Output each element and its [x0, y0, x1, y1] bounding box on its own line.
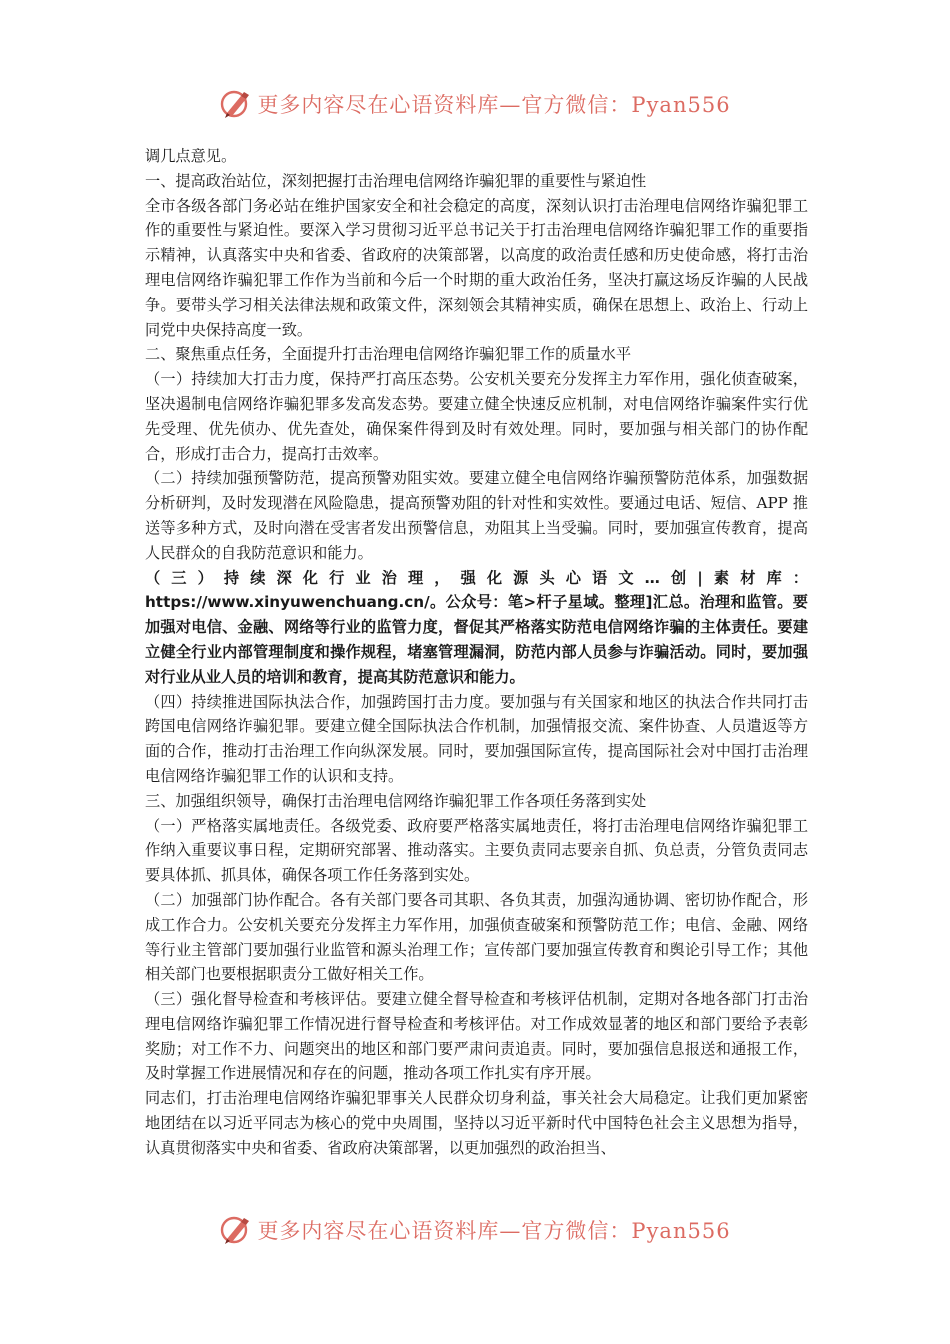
- paragraph: 全市各级各部门务必站在维护国家安全和社会稳定的高度，深刻认识打击治理电信网络诈骗犯罪工作的重要性与紧迫性。要深入学习贯彻习近平总书记关于打击治理电信网络诈骗犯罪工作的重要指示精神，认真落实中央和省委、省政府的决策部署，以高度的政治责任感和历史使命感，将打击治理电信网络诈骗犯罪工作作为当前和今后一个时期的重大政治任务，坚决打赢这场反诈骗的人民战争。要带头学习相关法律法规和政策文件，深刻领会其精神实质，确保在思想上、政治上、行动上同党中央保持高度一致。: [145, 196, 808, 339]
- watermark-text: 更多内容尽在心语资料库—官方微信：Pyan556: [257, 93, 731, 117]
- section-heading: 三、加强组织领导，确保打击治理电信网络诈骗犯罪工作各项任务落到实处: [145, 791, 647, 810]
- paragraph: 调几点意见。: [145, 147, 237, 165]
- top-watermark-banner: [0, 84, 950, 124]
- paragraph: （二）持续加强预警防范，提高预警劝阻实效。要建立健全电信网络诈骗预警防范体系，加强数据分析研判，及时发现潜在风险隐患，提高预警劝阻的针对性和实效性。要通过电话、短信、APP 推送等多种方式，及时向潜在受害者发出预警信息，劝阻其上当受骗。同时，要加强宣传教育，提高人民群众的自我防范意识和能力。: [145, 469, 808, 562]
- watermark-text: 更多内容尽在心语资料库—官方微信：Pyan556: [257, 1219, 731, 1243]
- paragraph: 同志们，打击治理电信网络诈骗犯罪事关人民群众切身利益，事关社会大局稳定。让我们更加紧密地团结在以习近平同志为核心的党中央周围，坚持以习近平新时代中国特色社会主义思想为指导，认真贯彻落实中央和省委、省政府决策部署，以更加强烈的政治担当、: [145, 1089, 808, 1157]
- pen-logo-icon: [219, 87, 253, 121]
- bottom-watermark-banner: [0, 1210, 950, 1250]
- paragraph: （三）强化督导检查和考核评估。要建立健全督导检查和考核评估机制，定期对各地各部门打击治理电信网络诈骗犯罪工作情况进行督导检查和考核评估。对工作成效显著的地区和部门要给予表彰奖励；对工作不力、问题突出的地区和部门要严肃问责追责。同时，要加强信息报送和通报工作，及时掌握工作进展情况和存在的问题，推动各项工作扎实有序开展。: [145, 990, 808, 1083]
- paragraph: （一）持续加大打击力度，保持严打高压态势。公安机关要充分发挥主力军作用，强化侦查破案，坚决遏制电信网络诈骗犯罪多发高发态势。要建立健全快速反应机制，对电信网络诈骗案件实行优先受理、优先侦办、优先查处，确保案件得到及时有效处理。同时，要加强与相关部门的协作配合，形成打击合力，提高打击效率。: [145, 370, 808, 463]
- document-body: [145, 144, 808, 1161]
- section-heading: 一、提高政治站位，深刻把握打击治理电信网络诈骗犯罪的重要性与紧迫性: [145, 171, 647, 190]
- paragraph: （一）严格落实属地责任。各级党委、政府要严格落实属地责任，将打击治理电信网络诈骗犯罪工作纳入重要议事日程，定期研究部署、推动落实。主要负责同志要亲自抓、负总责，分管负责同志要具体抓、抓具体，确保各项工作任务落到实处。: [145, 816, 808, 885]
- section-heading: 二、聚焦重点任务，全面提升打击治理电信网络诈骗犯罪工作的质量水平: [145, 345, 631, 364]
- pen-logo-icon: [219, 1213, 253, 1247]
- paragraph-with-ad: （三）持续深化行业治理，强化源头心语文…创|素材库：https://www.xinyuwenchuang.cn/。公众号：笔>杆子星域。整理]汇总。治理和监管。要加强对电信、金融、网络等行业的监管力度，督促其严格落实防范电信网络诈骗的主体责任。要建立健全行业内部管理制度和操作规程，堵塞管理漏洞，防范内部人员参与诈骗活动。同时，要加强对行业从业人员的培训和教育，提高其防范意识和能力。: [145, 568, 808, 686]
- paragraph: （二）加强部门协作配合。各有关部门要各司其职、各负其责，加强沟通协调、密切协作配合，形成工作合力。公安机关要充分发挥主力军作用，加强侦查破案和预警防范工作；电信、金融、网络等行业主管部门要加强行业监管和源头治理工作；宣传部门要加强宣传教育和舆论引导工作；其他相关部门也要根据职责分工做好相关工作。: [145, 890, 808, 984]
- paragraph: （四）持续推进国际执法合作，加强跨国打击力度。要加强与有关国家和地区的执法合作共同打击跨国电信网络诈骗犯罪。要建立健全国际执法合作机制，加强情报交流、案件协查、人员遣返等方面的合作，推动打击治理工作向纵深发展。同时，要加强国际宣传，提高国际社会对中国打击治理电信网络诈骗犯罪工作的认识和支持。: [145, 692, 808, 785]
